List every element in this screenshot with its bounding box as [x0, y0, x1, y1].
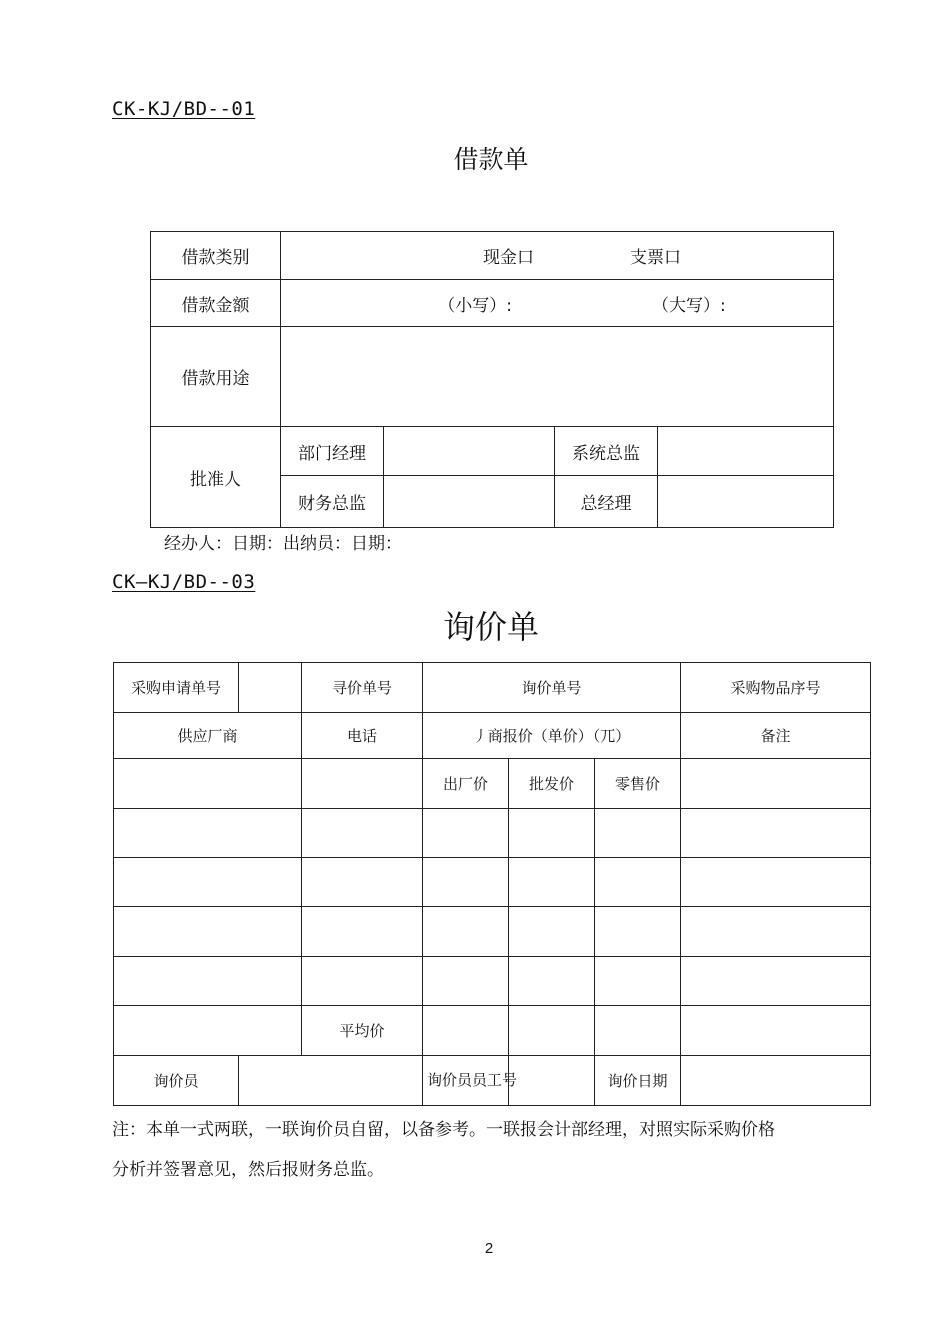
item-serial-label: 采购物品序号 — [681, 663, 871, 713]
inquirer-field — [239, 1056, 423, 1106]
retail-price-label: 零售价 — [595, 759, 681, 809]
avg-wholesale-cell — [509, 1006, 595, 1056]
purchase-request-no-label: 采购申请单号 — [114, 663, 239, 713]
avg-blank-cell — [114, 1006, 302, 1056]
table-cell — [302, 957, 423, 1006]
table-cell — [595, 907, 681, 957]
dept-manager-field — [384, 427, 555, 476]
general-manager-label: 总经理 — [555, 476, 658, 528]
approver-label: 批准人 — [151, 427, 281, 528]
note-line-1: 注：本单一式两联，一联询价员自留，以备参考。一联报会计部经理，对照实际采购价格 — [112, 1120, 775, 1140]
loan-purpose-field — [281, 327, 834, 427]
table-cell — [423, 858, 509, 907]
table-cell — [302, 858, 423, 907]
table-cell — [423, 907, 509, 957]
inquiry-no-label: 询价单号 — [423, 663, 681, 713]
inquiry-form-code: CK—KJ/BD--03 — [112, 571, 256, 593]
amount-small: （小写）: — [438, 295, 512, 316]
loan-form-title: 借款单 — [453, 145, 529, 174]
table-cell — [114, 907, 302, 957]
remarks-cell — [681, 759, 871, 809]
inquiry-form-table — [113, 662, 871, 1106]
inquirer-label: 询价员 — [114, 1056, 239, 1106]
page-number: 2 — [484, 1240, 494, 1257]
table-row — [114, 957, 871, 1006]
finance-director-label: 财务总监 — [281, 476, 384, 528]
table-row — [114, 858, 871, 907]
check-option: 支票口 — [630, 248, 681, 268]
table-cell — [509, 809, 595, 858]
inquirer-id-text: 询价员员工号 — [427, 1071, 518, 1089]
loan-amount-label: 借款金额 — [151, 280, 281, 327]
dept-manager-label: 部门经理 — [281, 427, 384, 476]
wholesale-price-label: 批发价 — [509, 759, 595, 809]
table-cell — [681, 809, 871, 858]
table-cell — [423, 957, 509, 1006]
table-cell — [302, 809, 423, 858]
inquiry-date-label: 询价日期 — [595, 1056, 681, 1106]
note-line-2: 分析并签署意见，然后报财务总监。 — [112, 1160, 384, 1180]
loan-purpose-label: 借款用途 — [151, 327, 281, 427]
table-cell — [509, 957, 595, 1006]
table-cell — [302, 907, 423, 957]
system-director-field — [658, 427, 834, 476]
table-row — [114, 809, 871, 858]
table-cell — [681, 957, 871, 1006]
table-cell — [595, 809, 681, 858]
inquirer-id-field — [509, 1056, 595, 1106]
table-cell — [681, 907, 871, 957]
loan-form-table — [150, 231, 834, 528]
general-manager-field — [658, 476, 834, 528]
inquiry-form-title: 询价单 — [442, 608, 539, 646]
table-cell — [595, 858, 681, 907]
avg-retail-cell — [595, 1006, 681, 1056]
table-row — [114, 907, 871, 957]
search-price-no-label: 寻价单号 — [302, 663, 423, 713]
table-cell — [509, 907, 595, 957]
supplier-label: 供应厂商 — [114, 713, 302, 759]
system-director-label: 系统总监 — [555, 427, 658, 476]
cash-option: 现金口 — [483, 248, 534, 268]
inquirer-id-label — [423, 1056, 518, 1106]
factory-price-label: 出厂价 — [423, 759, 509, 809]
phone-label: 电话 — [302, 713, 423, 759]
quote-header: 丿商报价（单价）（兀） — [423, 713, 681, 759]
inquiry-date-field — [681, 1056, 871, 1106]
remarks-label: 备注 — [681, 713, 871, 759]
loan-form-footer: 经办人：日期：出纳员：日期： — [164, 534, 402, 554]
supplier-cell — [114, 759, 302, 809]
table-cell — [114, 858, 302, 907]
avg-remarks-cell — [681, 1006, 871, 1056]
amount-big: （大写）: — [652, 295, 726, 316]
note — [112, 1110, 872, 1190]
table-cell — [423, 809, 509, 858]
loan-type-label: 借款类别 — [151, 232, 281, 280]
table-cell — [114, 957, 302, 1006]
loan-amount-cell — [281, 280, 834, 327]
avg-factory-cell — [423, 1006, 509, 1056]
purchase-request-no-field — [239, 663, 302, 713]
loan-form-code: CK-KJ/BD--01 — [112, 98, 256, 120]
loan-type-options — [281, 232, 834, 280]
table-cell — [595, 957, 681, 1006]
table-cell — [114, 809, 302, 858]
finance-director-field — [384, 476, 555, 528]
phone-cell — [302, 759, 423, 809]
average-price-label: 平均价 — [302, 1006, 423, 1056]
table-cell — [509, 858, 595, 907]
table-cell — [681, 858, 871, 907]
